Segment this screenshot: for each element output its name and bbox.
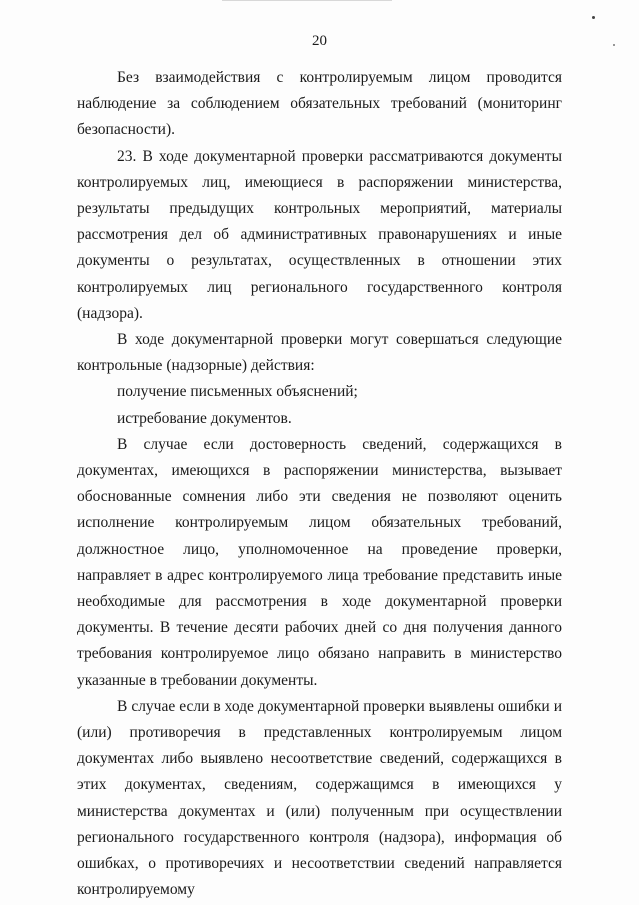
page-number: 20 <box>312 33 327 49</box>
list-item: истребование документов. <box>117 409 292 427</box>
body-text <box>77 65 562 904</box>
list-item: получение письменных объяснений; <box>117 383 358 401</box>
paragraph: Без взаимодействия с контролируемым лицом проводится наблюдение за соблюдением обязательных требований (мониторинг безопасности). <box>77 69 562 139</box>
paragraph: В ходе документарной проверки могут совершаться следующие контрольные (надзорные) действия: <box>77 331 562 375</box>
paragraph: 23. В ходе документарной проверки рассматриваются документы контролируемых лиц, имеющиеся в распоряжении министерства, результаты предыдущих контрольных мероприятий, материалы рассмотрения дел об административных правонарушениях и иные документы о результатах, осуществленных в отношении этих контролируемых лиц регионального государственного контроля (надзора). <box>77 147 562 322</box>
scan-edge-line <box>222 0 392 1</box>
scan-speck <box>592 16 595 19</box>
paragraph: В случае если в ходе документарной проверки выявлены ошибки и (или) противоречия в представленных контролируемым лицом документах либо выявлено несоответствие сведений, содержащихся в этих документах, сведениям, содержащимся в имеющихся у министерства документах и (или) полученным при осуществлении регионального государственного контроля (надзора), информация об ошибках, о противоречиях и несоответствии сведений направляется контролируемому <box>77 697 562 899</box>
paragraph: В случае если достоверность сведений, содержащихся в документах, имеющихся в распоряжении министерства, вызывает обоснованные сомнения либо эти сведения не позволяют оценить исполнение контролируемым лицом обязательных требований, должностное лицо, уполномоченное на проведение проверки, направляет в адрес контролируемого лица требование представить иные необходимые для рассмотрения в ходе документарной проверки документы. В течение десяти рабочих дней со дня получения данного требования контролируемое лицо обязано направить в министерство указанные в требовании документы. <box>77 435 562 689</box>
